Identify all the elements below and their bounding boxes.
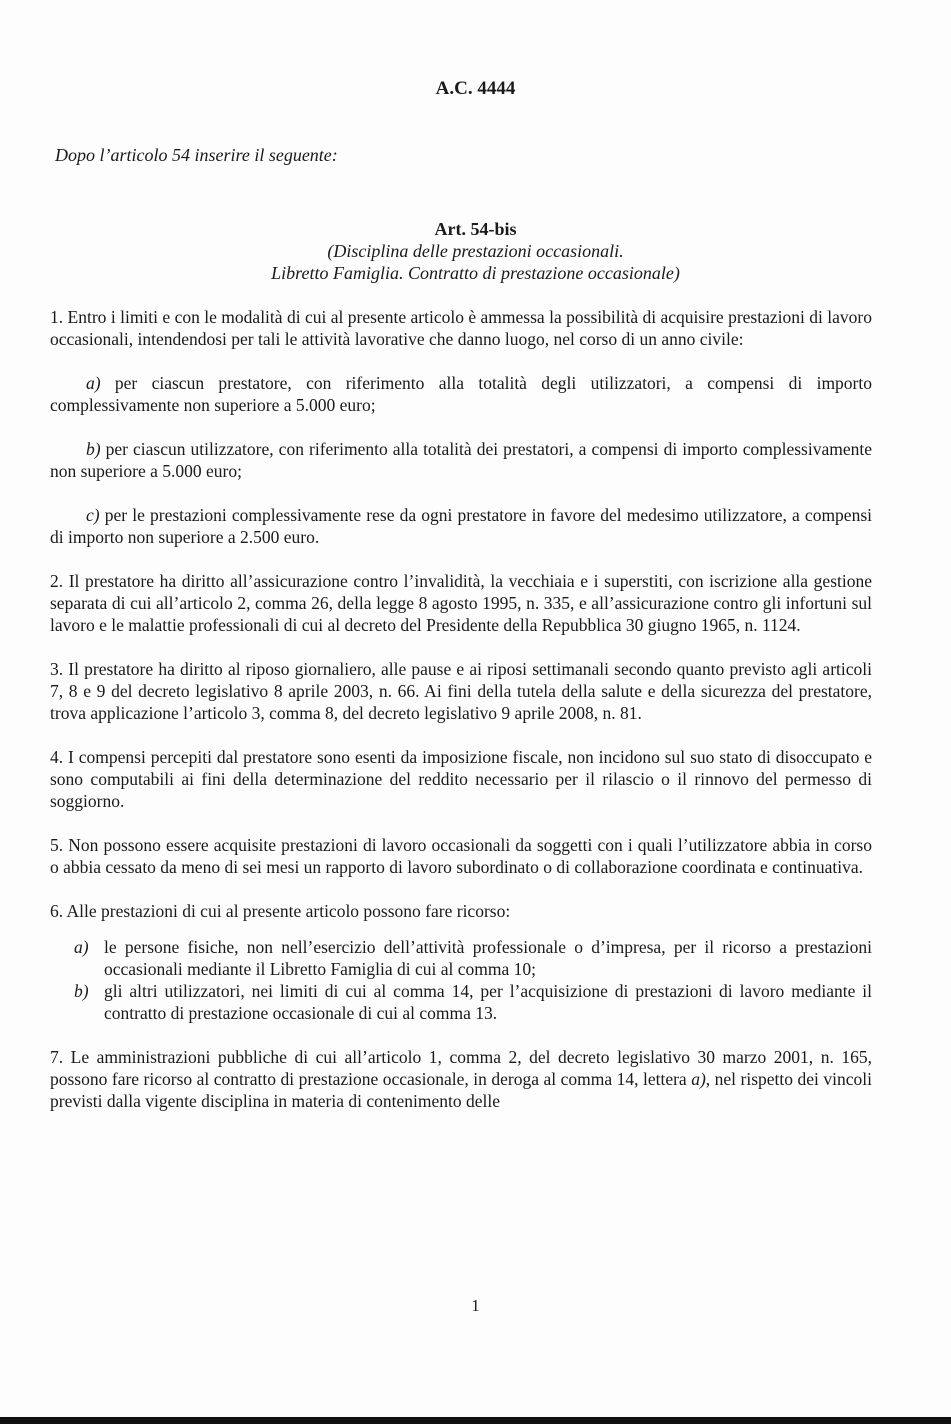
paragraph-1: 1. Entro i limiti e con le modalità di cui al presente articolo è ammessa la possibilità di acquisire prestazioni di lavoro occasionali, intendendosi per tali le attività lavorative che danno luogo, nel corso di un anno civile: xyxy=(50,307,872,349)
paragraph-6: 6. Alle prestazioni di cui al presente articolo possono fare ricorso: xyxy=(50,901,511,921)
item-text: per ciascun prestatore, con riferimento alla totalità degli utilizzatori, a compensi di importo complessivamente non superiore a 5.000 euro; xyxy=(50,373,872,415)
item-marker: a) xyxy=(691,1069,706,1089)
item-text: le persone fisiche, non nell’esercizio dell’attività professionale o d’impresa, per il ricorso a prestazioni occasionali mediante il Libretto Famiglia di cui al comma 10; xyxy=(104,937,872,979)
article-subtitle-line-1: (Disciplina delle prestazioni occasionali. xyxy=(327,241,624,261)
scan-edge-bar xyxy=(0,1417,951,1424)
article-heading xyxy=(0,218,951,284)
paragraph-6-list xyxy=(50,936,872,1024)
paragraph-2: 2. Il prestatore ha diritto all’assicurazione contro l’invalidità, la vecchiaia e i superstiti, con iscrizione alla gestione separata di cui all’articolo 2, comma 26, della legge 8 agosto 1995, n. 335, e all’assicurazione contro gli infortuni sul lavoro e le malattie professionali di cui al decreto del Presidente della Repubblica 30 giugno 1965, n. 1124. xyxy=(50,571,872,635)
paragraph-5: 5. Non possono essere acquisite prestazioni di lavoro occasionali da soggetti con i quali l’utilizzatore abbia in corso o abbia cessato da meno di sei mesi un rapporto di lavoro subordinato o di collaborazione coordinata e continuativa. xyxy=(50,835,872,877)
list-item xyxy=(50,936,872,980)
article-body xyxy=(50,306,872,1134)
paragraph-4: 4. I compensi percepiti dal prestatore sono esenti da imposizione fiscale, non incidono sul suo stato di disoccupato e sono computabili ai fini della determinazione del reddito necessario per il rilascio o il rinnovo del permesso di soggiorno. xyxy=(50,747,872,811)
item-text: gli altri utilizzatori, nei limiti di cui al comma 14, per l’acquisizione di prestazioni di lavoro mediante il contratto di prestazione occasionale di cui al comma 13. xyxy=(104,981,872,1023)
paragraph-3: 3. Il prestatore ha diritto al riposo giornaliero, alle pause e ai riposi settimanali secondo quanto previsto agli articoli 7, 8 e 9 del decreto legislativo 8 aprile 2003, n. 66. Ai fini della tutela della salute e della sicurezza del prestatore, trova applicazione l’articolo 3, comma 8, del decreto legislativo 9 aprile 2008, n. 81. xyxy=(50,659,872,723)
page-number: 1 xyxy=(471,1296,480,1315)
document-title: A.C. 4444 xyxy=(435,78,516,99)
paragraph-1-b xyxy=(50,438,872,482)
item-marker: a) xyxy=(86,373,101,393)
paragraph-7-start: 7. Le amministrazioni pubbliche di cui all’articolo 1, comma 2, del decreto legislativo 30 marzo 2001, n. 165, possono fare ricorso al contratto di prestazione occasionale, in deroga al comma 14, lettera xyxy=(50,1047,872,1089)
intro-instruction: Dopo l’articolo 54 inserire il seguente: xyxy=(55,145,338,165)
paragraph-7 xyxy=(50,1046,872,1112)
item-text: per le prestazioni complessivamente rese da ogni prestatore in favore del medesimo utilizzatore, a compensi di importo non superiore a 2.500 euro. xyxy=(50,505,872,547)
article-subtitle-line-2: Libretto Famiglia. Contratto di prestazione occasionale) xyxy=(271,263,680,283)
item-marker: a) xyxy=(74,937,89,957)
item-text: per ciascun utilizzatore, con riferimento alla totalità dei prestatori, a compensi di importo complessivamente non superiore a 5.000 euro; xyxy=(50,439,872,481)
paragraph-1-c xyxy=(50,504,872,548)
item-marker: b) xyxy=(74,981,89,1001)
item-marker: c) xyxy=(86,505,100,525)
list-item xyxy=(50,980,872,1024)
paragraph-7-end: , nel rispetto dei vincoli previsti dalla vigente disciplina in materia di contenimento delle xyxy=(50,1069,872,1111)
item-marker: b) xyxy=(86,439,101,459)
article-number: Art. 54-bis xyxy=(434,219,517,239)
paragraph-1-a xyxy=(50,372,872,416)
